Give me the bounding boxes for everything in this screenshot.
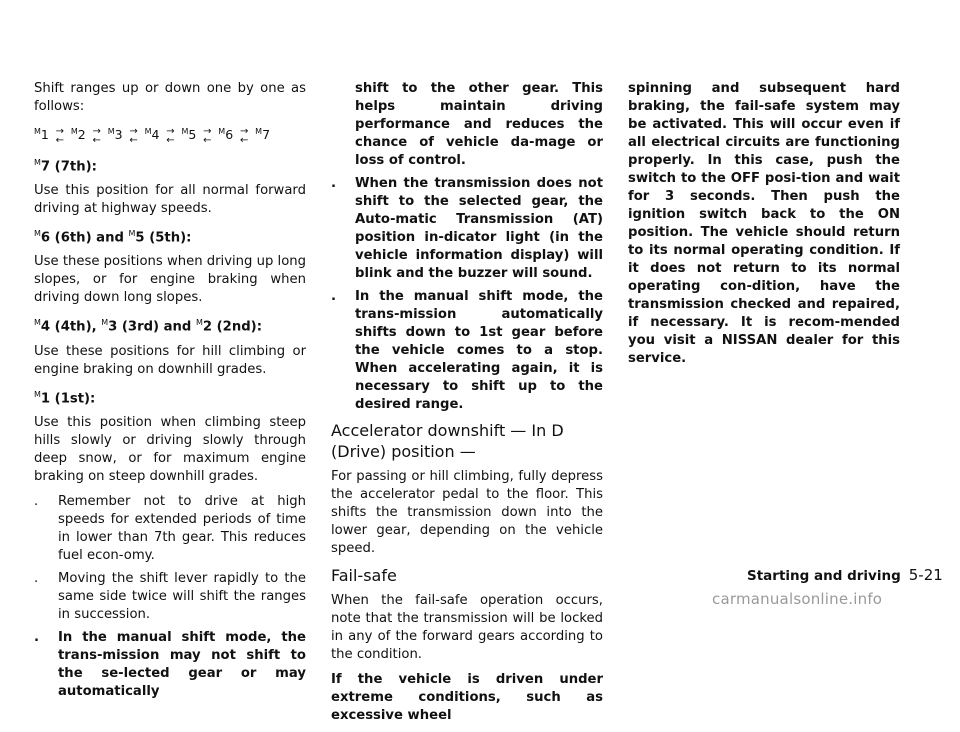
gear-4-3-2-heading: $^M$4 (4th), $^M$3 (3rd) and $^M$2 (2nd): xyxy=(34,318,262,335)
shift-arrows: → ← xyxy=(55,125,65,146)
watermark: carmanualsonline.info xyxy=(712,590,883,608)
gear-m-mark: M xyxy=(144,127,152,136)
fail-safe-warning-continued: spinning and subsequent hard braking, the fail-safe system may be activated. This will occur even if all electrical circuits are functioning properly. In this case, push the switch to the OFF posi-tion and wait for 3 seconds. Then push the ignition switch back to the ON position. The vehicle should return to its normal operating condition. If it does not return to its normal operating con-dition, have the transmission checked and repaired, if necessary. It is recom-mended you visit a NISSAN dealer for this service. xyxy=(628,81,900,366)
shift-arrows: → ← xyxy=(239,125,249,146)
list-item: . In the manual shift mode, the trans-mission may not shift to the se-lected gear or may automatically xyxy=(34,630,306,700)
list-item-continued: shift to the other gear. This helps maintain driving performance and reduces the chance of vehicle da-mage or loss of control. xyxy=(355,81,603,168)
gear-4-3-2-text: Use these positions for hill climbing or engine braking on downhill grades. xyxy=(34,343,306,377)
column-3 xyxy=(628,80,900,375)
shift-arrows: → ← xyxy=(166,125,175,146)
bullet-dot: . xyxy=(34,571,39,587)
gear-sequence xyxy=(34,123,306,145)
gear-7-text: Use this position for all normal forward driving at highway speeds. xyxy=(34,183,306,217)
gear-item: 1 xyxy=(40,127,49,143)
list-item: . Moving the shift lever rapidly to the same side twice will shift the ranges in succession. xyxy=(34,571,306,623)
gear-1-text: Use this position when climbing steep hills slowly or driving slowly through deep snow, or for maximum engine braking on steep downhill grades. xyxy=(34,415,306,485)
gear-7-heading: $^M$7 (7th): xyxy=(34,157,97,175)
column-1 xyxy=(34,80,306,706)
list-item: . When the transmission does not shift to the selected gear, the Auto-matic Transmission (AT) position in-dicator light (in the vehicle information display) will blink and the buzzer will sound. xyxy=(331,176,603,281)
gear-m-mark: M xyxy=(34,127,41,136)
list-item: . Remember not to drive at high speeds for extended periods of time in lower than 7th gear. This reduces fuel econ-omy. xyxy=(34,494,306,564)
gear-m-mark: M xyxy=(70,127,78,136)
gear-item: 6 xyxy=(225,127,234,143)
gear-1-heading: $^M$1 (1st): xyxy=(34,389,96,407)
page-footer xyxy=(747,566,943,584)
intro-paragraph: Shift ranges up or down one by one as follows: xyxy=(34,81,306,114)
bullet-dot: . xyxy=(331,176,337,191)
accelerator-downshift-text: For passing or hill climbing, fully depress the accelerator pedal to the floor. This shifts the transmission down into the lower gear, depending on the vehicle speed. xyxy=(331,469,603,556)
fail-safe-text: When the fail-safe operation occurs, note that the transmission will be locked in any of the forward gears according to the condition. xyxy=(331,593,603,662)
gear-6-5-heading: $^M$6 (6th) and $^M$5 (5th): xyxy=(34,229,192,246)
gear-m-mark: M xyxy=(255,127,263,136)
bullet-dot: . xyxy=(331,289,337,304)
shift-arrows: → ← xyxy=(203,125,212,146)
shift-arrows: → ← xyxy=(129,125,138,146)
accelerator-downshift-heading: Accelerator downshift — In D (Drive) position — xyxy=(331,421,564,461)
fail-safe-warning: If the vehicle is driven under extreme conditions, such as excessive wheel xyxy=(331,672,603,723)
shift-arrows: → ← xyxy=(92,125,101,146)
gear-m-mark: M xyxy=(181,127,189,136)
gear-m-mark: M xyxy=(107,127,115,136)
fail-safe-heading: Fail-safe xyxy=(331,566,397,585)
gear-item: 5 xyxy=(188,127,197,143)
gear-item: 3 xyxy=(114,127,123,143)
column-2 xyxy=(331,80,603,732)
page-number: 5-21 xyxy=(908,566,943,584)
gear-6-5-text: Use these positions when driving up long slopes, or for engine braking when driving down long slopes. xyxy=(34,254,306,306)
gear-item: 7 xyxy=(262,127,271,143)
list-item: . In the manual shift mode, the trans-mission automatically shifts down to 1st gear before the vehicle comes to a stop. When accelerating again, it is necessary to shift up to the desired range. xyxy=(331,289,603,412)
gear-item: 4 xyxy=(151,127,160,143)
gear-m-mark: M xyxy=(218,127,226,136)
bullet-dot: . xyxy=(34,494,39,510)
bullet-dot: . xyxy=(34,630,40,646)
section-title: Starting and driving xyxy=(747,568,901,584)
gear-item: 2 xyxy=(77,127,86,143)
